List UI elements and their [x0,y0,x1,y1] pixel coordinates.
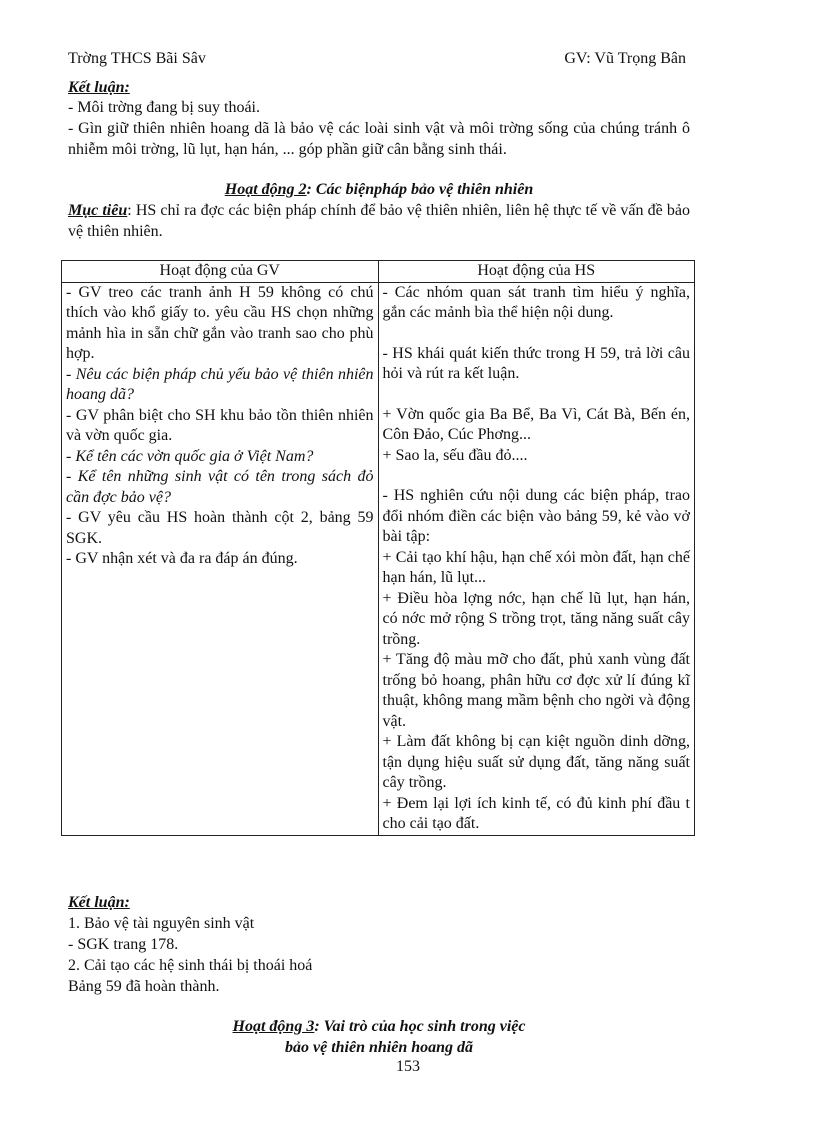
activities-table [61,260,695,836]
conclusion-2-line-2: - SGK trang 178. [68,936,179,953]
gv-item: - GV phân biệt cho SH khu bảo tồn thiên nhiên và vờn quốc gia. [66,406,374,444]
col-gv-header: Hoạt động của GV [62,261,379,283]
hs-item: + Làm đất không bị cạn kiệt nguồn dinh dỡng, tận dụng hiệu suất sử dụng đất, tăng năng suất cây trồng. [382,733,690,791]
gv-activities-cell [62,282,379,835]
hs-item: + Cải tạo khí hậu, hạn chế xói mòn đất, hạn chế hạn hán, lũ lụt... [382,548,690,586]
hs-item: + Điều hòa lợng nớc, hạn chế lũ lụt, hạn hán, có nớc mở rộng S trồng trọt, tăng năng suất cây trồng. [382,589,690,648]
conclusion-2-line-3: 2. Cải tạo các hệ sinh thái bị thoái hoá [68,957,313,974]
conclusion-1-title: Kết luận: [68,79,130,96]
conclusion-1-line-1: - Môi trờng đang bị suy thoái. [68,99,260,116]
gv-item: - GV yêu cầu HS hoàn thành cột 2, bảng 59 SGK. [66,509,374,547]
hs-item: + Sao la, sếu đầu đỏ.... [382,446,528,464]
activity-2-goal [68,201,690,242]
gv-item: - GV treo các tranh ảnh H 59 không có chú thích vào khổ giấy to. yêu cầu HS chọn những mảnh hìa in sẵn chữ gắn vào tranh sao cho phù hợp. [66,283,374,362]
activity-3-title-line-2: bảo vệ thiên nhiên hoang dã [284,1039,474,1056]
hs-item: - HS nghiên cứu nội dung các biện pháp, trao đổi nhóm điền các biện vào bảng 59, kẻ vào vở bài tập: [382,487,690,545]
gv-item: - GV nhận xét và đa ra đáp án đúng. [66,550,298,567]
page-number: 153 [396,1058,420,1075]
goal-label: Mục tiêu [68,202,128,219]
hs-item: + Vờn quốc gia Ba Bể, Ba Vì, Cát Bà, Bến én, Côn Đảo, Cúc Phơng... [382,405,690,443]
table-header-row [62,261,695,283]
page-header [68,50,690,68]
gv-item: - Kể tên các vờn quốc gia ở Việt Nam? [66,447,314,465]
gv-item: - Nêu các biện pháp chủ yếu bảo vệ thiên nhiên hoang dã? [66,365,374,403]
conclusion-2-line-4: Bảng 59 đã hoàn thành. [68,978,220,995]
conclusion-2-line-1: 1. Bảo vệ tài nguyên sinh vật [68,915,255,932]
hs-item: + Đem lại lợi ích kinh tế, có đủ kinh phí đầu t cho cải tạo đất. [382,794,690,832]
school-name: Trờng THCS Bãi Sâv [68,50,206,67]
col-hs-header: Hoạt động của HS [378,261,695,283]
hs-activities-cell [378,282,695,835]
conclusion-2-title: Kết luận: [68,894,130,911]
gv-item: - Kể tên những sinh vật có tên trong sách đỏ cần đợc bảo vệ? [66,468,374,506]
hs-item: - Các nhóm quan sát tranh tìm hiểu ý nghĩa, gắn các mảnh bìa thể hiện nội dung. [382,283,690,321]
table-row [62,282,695,835]
activity-2-title: Hoạt động 2: Các biệnpháp bảo vệ thiên nhiên [224,181,534,198]
hs-item: - HS khái quát kiến thức trong H 59, trả lời câu hỏi và rút ra kết luận. [382,344,690,382]
activity-3-title: Hoạt động 3: Vai trò của học sinh trong việc [232,1018,526,1035]
goal-text: : HS chỉ ra đợc các biện pháp chính để bảo vệ thiên nhiên, liên hệ thực tế về vấn đề bảo vệ thiên nhiên. [68,202,690,240]
hs-item: + Tăng độ màu mỡ cho đất, phủ xanh vùng đất trống bỏ hoang, phân hữu cơ đợc xử lí đúng kĩ thuật, không mang mầm bệnh cho ngời và động vật. [382,651,690,730]
teacher-name: GV: Vũ Trọng Bân [564,50,686,67]
conclusion-1-line-2: - Gìn giữ thiên nhiên hoang dã là bảo vệ các loài sinh vật và môi trờng sống của chúng tránh ô nhiễm môi trờng, lũ lụt, hạn hán, ... góp phần giữ cân bằng sinh thái. [68,120,690,158]
